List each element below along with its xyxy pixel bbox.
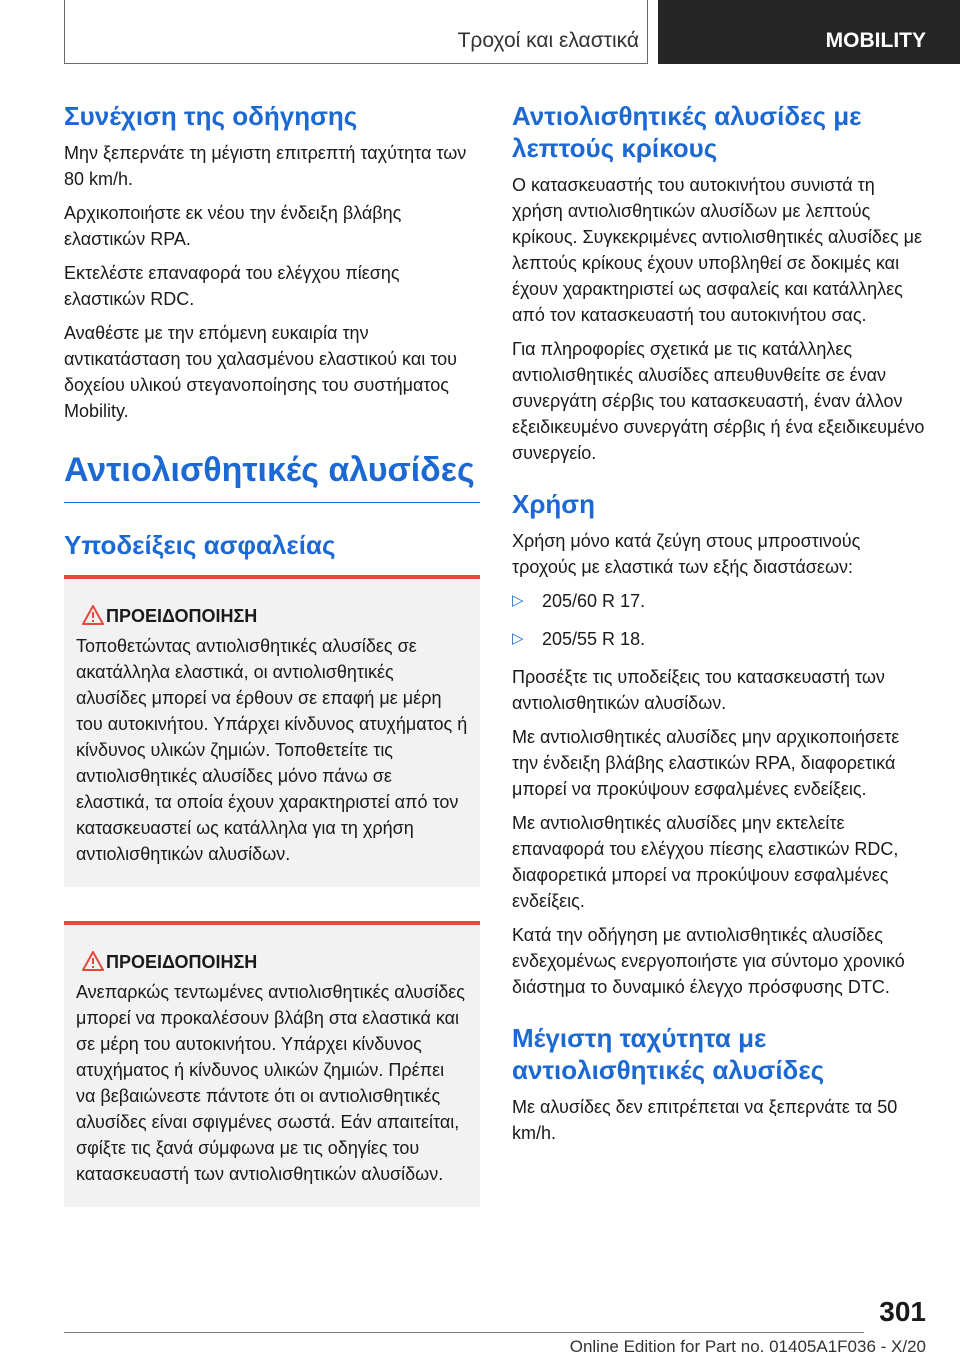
left-column — [64, 100, 480, 1207]
warning-title-text: ΠΡΟΕΙΔΟΠΟΙΗΣΗ — [106, 606, 258, 626]
paragraph: Με αλυσίδες δεν επιτρέπεται να ξεπερνάτε τα 50 km/h. — [512, 1097, 898, 1143]
list-item-text: 205/55 R 18. — [542, 629, 646, 649]
right-column — [512, 100, 928, 1154]
snow-chains-heading: Αντιολισθητικές αλυσίδες — [64, 450, 480, 503]
warning-title — [76, 603, 468, 629]
page-number: 301 — [879, 1296, 926, 1327]
chapter-label: MOBILITY — [825, 29, 926, 52]
warning-title — [76, 949, 468, 975]
warning-box-2 — [64, 921, 480, 1207]
use-heading: Χρήση — [512, 489, 595, 519]
max-speed-heading: Μέγιστη ταχύτητα με αντιολισθητικές αλυσίδες — [512, 1023, 825, 1085]
paragraph: Χρήση μόνο κατά ζεύγη στους μπροστινούς τροχούς με ελαστικά των εξής διαστάσεων: — [512, 531, 861, 577]
paragraph: Με αντιολισθητικές αλυσίδες μην εκτελείτε επαναφορά του ελέγχου πίεσης ελαστικών RDC, διαφορετικά μπορεί να προκύψουν εσφαλμένες ενδείξεις. — [512, 813, 899, 911]
thin-link-chains-heading: Αντιολισθητικές αλυσίδες με λεπτούς κρίκους — [512, 101, 862, 163]
paragraph: Εκτελέστε επαναφορά του ελέγχου πίεσης ελαστικών RDC. — [64, 263, 400, 309]
section-title: Τροχοί και ελαστικά — [457, 29, 639, 52]
paragraph: Μην ξεπερνάτε τη μέγιστη επιτρεπτή ταχύτητα των 80 km/h. — [64, 143, 467, 189]
triangle-bullet-icon: ▷ — [512, 630, 524, 647]
list-item — [512, 588, 928, 614]
triangle-bullet-icon: ▷ — [512, 592, 524, 609]
tire-size-list — [512, 588, 928, 652]
continue-driving-heading: Συνέχιση της οδήγησης — [64, 101, 358, 131]
list-item — [512, 626, 928, 652]
paragraph: Κατά την οδήγηση με αντιολισθητικές αλυσίδες ενδεχομένως ενεργοποιήστε για σύντομο χρονικό διάστημα το δυναμικό έλεγχο πρόσφυσης DTC. — [512, 925, 905, 997]
paragraph: Προσέξτε τις υποδείξεις του κατασκευαστή των αντιολισθητικών αλυσίδων. — [512, 667, 885, 713]
warning-title-text: ΠΡΟΕΙΔΟΠΟΙΗΣΗ — [106, 952, 258, 972]
safety-notes-heading: Υποδείξεις ασφαλείας — [64, 530, 336, 560]
paragraph: Αναθέστε με την επόμενη ευκαιρία την αντικατάσταση του χαλασμένου ελαστικού και του δοχείου υλικού στεγανοποίησης του συστήματος Mobility. — [64, 323, 457, 421]
warning-triangle-icon — [82, 951, 104, 971]
warning-triangle-icon — [82, 605, 104, 625]
warning-text: Ανεπαρκώς τεντωμένες αντιολισθητικές αλυσίδες μπορεί να προκαλέσουν βλάβη στα ελαστικά και σε μέρη του αυτοκινήτου. Υπάρχει κίνδυνος ατυχήματος ή κίνδυνος υλικών ζημιών. Πρέπει να βεβαιώνεστε πάντοτε ότι οι αντιολισθητικές αλυσίδες είναι σφιγμένες σωστά. Εάν απαιτείται, σφίξτε τις ξανά σύμφωνα με τις οδηγίες του κατασκευαστή των αντιολισθητικών αλυσίδων. — [76, 982, 465, 1184]
paragraph: Με αντιολισθητικές αλυσίδες μην αρχικοποιήσετε την ένδειξη βλάβης ελαστικών RPA, διαφορετικά μπορεί να προκύψουν εσφαλμένες ενδείξεις. — [512, 727, 900, 799]
warning-box-1 — [64, 575, 480, 887]
chapter-tab[interactable] — [658, 0, 960, 64]
list-item-text: 205/60 R 17. — [542, 591, 646, 611]
paragraph: Για πληροφορίες σχετικά με τις κατάλληλες αντιολισθητικές αλυσίδες απευθυνθείτε σε έναν συνεργάτη σέρβις του κατασκευαστή, έναν άλλον εξειδικευμένο συνεργάτη σέρβις ή ένα εξειδικευμένο συνεργείο. — [512, 339, 925, 463]
paragraph: Αρχικοποιήστε εκ νέου την ένδειξη βλάβης ελαστικών RPA. — [64, 203, 402, 249]
paragraph: Ο κατασκευαστής του αυτοκινήτου συνιστά τη χρήση αντιολισθητικών αλυσίδων με λεπτούς κρίκους. Συγκεκριμένες αντιολισθητικές αλυσίδες με λεπτούς κρίκους έχουν υποβληθεί σε δοκιμές και έχουν χαρακτηριστεί ως ασφαλείς και κατάλληλες από τον κατασκευαστή του αυτοκινήτου σας. — [512, 175, 923, 325]
edition-footer: Online Edition for Part no. 01405A1F036 - X/20 — [569, 1337, 926, 1356]
footer-divider — [64, 1332, 864, 1333]
warning-text: Τοποθετώντας αντιολισθητικές αλυσίδες σε ακατάλληλα ελαστικά, οι αντιολισθητικές αλυσίδες μπορεί να έρθουν σε επαφή με μέρη του αυτοκινήτου. Υπάρχει κίνδυνος ατυχήματος ή κίνδυνος υλικών ζημιών. Τοποθετείτε τις αντιολισθητικές αλυσίδες μόνο πάνω σε ελαστικά, τα οποία έχουν χαρακτηριστεί από τον κατασκευαστεί ως κατάλληλα για τη χρήση αντιολισθητικών αλυσίδων. — [76, 636, 468, 864]
